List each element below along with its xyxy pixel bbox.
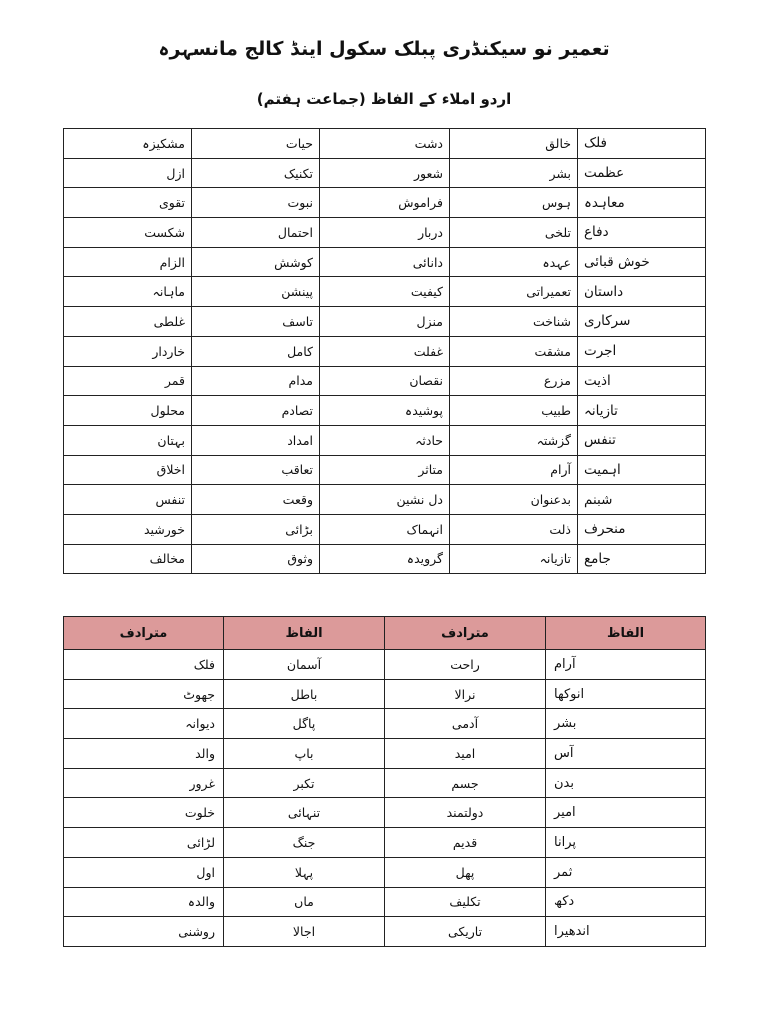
- page-title: تعمیر نو سیکنڈری پبلک سکول اینڈ کالج مانسہرہ: [158, 38, 610, 60]
- table-cell: مزرع: [450, 366, 578, 396]
- table-cell: تازیانہ: [578, 396, 706, 426]
- table-row: [64, 188, 706, 218]
- table-cell: خلوت: [64, 798, 224, 828]
- table-row: [64, 158, 706, 188]
- table-cell: کیفیت: [320, 277, 450, 307]
- table-row: [64, 917, 706, 947]
- table-cell: ماں: [224, 887, 385, 917]
- table-row: [64, 544, 706, 574]
- table-cell: معاہدہ: [578, 188, 706, 218]
- table-cell: مدام: [192, 366, 320, 396]
- table-cell: بشر: [546, 709, 706, 739]
- table-cell: پوشیدہ: [320, 396, 450, 426]
- table-cell: مشکیزہ: [64, 129, 192, 159]
- table-cell: منزل: [320, 307, 450, 337]
- table-cell: پینشن: [192, 277, 320, 307]
- table-cell: غفلت: [320, 336, 450, 366]
- table-row: [64, 739, 706, 769]
- table-cell: تعاقب: [192, 455, 320, 485]
- table-cell: تکبر: [224, 768, 385, 798]
- table-cell: سرکاری: [578, 307, 706, 337]
- table-cell: باپ: [224, 739, 385, 769]
- table-cell: منحرف: [578, 514, 706, 544]
- table-cell: پھل: [385, 857, 546, 887]
- table-cell: انہماک: [320, 514, 450, 544]
- table-cell: بشر: [450, 158, 578, 188]
- table-cell: نرالا: [385, 679, 546, 709]
- table-row: [64, 455, 706, 485]
- table-cell: ازل: [64, 158, 192, 188]
- table-cell: کوشش: [192, 247, 320, 277]
- column-header: مترادف: [385, 617, 546, 650]
- table-cell: طبیب: [450, 396, 578, 426]
- table-cell: غرور: [64, 768, 224, 798]
- table-row: [64, 485, 706, 515]
- table-cell: راحت: [385, 650, 546, 680]
- table-cell: بدن: [546, 768, 706, 798]
- table-cell: جامع: [578, 544, 706, 574]
- table-cell: دل نشین: [320, 485, 450, 515]
- table-cell: تکلیف: [385, 887, 546, 917]
- table-cell: مخالف: [64, 544, 192, 574]
- table-row: [64, 768, 706, 798]
- table-cell: عظمت: [578, 158, 706, 188]
- table-cell: تنفس: [578, 425, 706, 455]
- table-cell: متاثر: [320, 455, 450, 485]
- synonyms-header-row: [64, 617, 706, 650]
- table-cell: حادثہ: [320, 425, 450, 455]
- table-cell: داستان: [578, 277, 706, 307]
- table-cell: اجالا: [224, 917, 385, 947]
- table-cell: دشت: [320, 129, 450, 159]
- table-cell: بہتان: [64, 425, 192, 455]
- table-cell: آرام: [450, 455, 578, 485]
- table-cell: دیوانہ: [64, 709, 224, 739]
- table-cell: امداد: [192, 425, 320, 455]
- table-cell: ثمر: [546, 857, 706, 887]
- table-cell: اذیت: [578, 366, 706, 396]
- table-cell: مشقت: [450, 336, 578, 366]
- table-cell: وثوق: [192, 544, 320, 574]
- table-cell: پہلا: [224, 857, 385, 887]
- table-cell: تاریکی: [385, 917, 546, 947]
- column-header: الفاظ: [224, 617, 385, 650]
- table-row: [64, 247, 706, 277]
- table-cell: حیات: [192, 129, 320, 159]
- table-row: [64, 650, 706, 680]
- table-cell: تنفس: [64, 485, 192, 515]
- table-cell: پاگل: [224, 709, 385, 739]
- table-cell: اجرت: [578, 336, 706, 366]
- table-cell: گزشتہ: [450, 425, 578, 455]
- table-cell: بڑائی: [192, 514, 320, 544]
- table-cell: تعمیراتی: [450, 277, 578, 307]
- table-cell: اہمیت: [578, 455, 706, 485]
- table-row: [64, 857, 706, 887]
- table-cell: گرویدہ: [320, 544, 450, 574]
- table-cell: محلول: [64, 396, 192, 426]
- table-cell: غلطی: [64, 307, 192, 337]
- table-cell: جھوٹ: [64, 679, 224, 709]
- table-cell: آرام: [546, 650, 706, 680]
- table-cell: دکھ: [546, 887, 706, 917]
- table-cell: انوکھا: [546, 679, 706, 709]
- table-cell: احتمال: [192, 218, 320, 248]
- table-cell: جنگ: [224, 828, 385, 858]
- table-cell: دفاع: [578, 218, 706, 248]
- table-cell: تنہائی: [224, 798, 385, 828]
- table-cell: شبنم: [578, 485, 706, 515]
- table-cell: نقصان: [320, 366, 450, 396]
- table-cell: بدعنوان: [450, 485, 578, 515]
- table-cell: قمر: [64, 366, 192, 396]
- table-row: [64, 336, 706, 366]
- table-cell: آدمی: [385, 709, 546, 739]
- table-cell: فراموش: [320, 188, 450, 218]
- table-row: [64, 828, 706, 858]
- table-row: [64, 129, 706, 159]
- table-cell: شناخت: [450, 307, 578, 337]
- table-row: [64, 307, 706, 337]
- table-cell: والدہ: [64, 887, 224, 917]
- table-cell: تقوی: [64, 188, 192, 218]
- page-subtitle: اردو املاء کے الفاظ (جماعت ہفتم): [256, 90, 512, 108]
- table-cell: اخلاق: [64, 455, 192, 485]
- table-cell: خالق: [450, 129, 578, 159]
- table-cell: نبوت: [192, 188, 320, 218]
- table-cell: امیر: [546, 798, 706, 828]
- table-cell: اول: [64, 857, 224, 887]
- synonyms-table: [63, 616, 706, 947]
- table-row: [64, 396, 706, 426]
- column-header: الفاظ: [546, 617, 706, 650]
- table-cell: فلک: [64, 650, 224, 680]
- table-cell: اندھیرا: [546, 917, 706, 947]
- table-cell: شعور: [320, 158, 450, 188]
- table-cell: دربار: [320, 218, 450, 248]
- table-cell: دانائی: [320, 247, 450, 277]
- table-cell: آس: [546, 739, 706, 769]
- table-cell: والد: [64, 739, 224, 769]
- table-cell: شکست: [64, 218, 192, 248]
- table-row: [64, 887, 706, 917]
- table-cell: پرانا: [546, 828, 706, 858]
- table-cell: خوش قبائی: [578, 247, 706, 277]
- table-cell: عہدہ: [450, 247, 578, 277]
- table-cell: لڑائی: [64, 828, 224, 858]
- table-cell: فلک: [578, 129, 706, 159]
- spelling-words-table: [63, 128, 706, 574]
- table-cell: باطل: [224, 679, 385, 709]
- table-cell: وقعت: [192, 485, 320, 515]
- table-cell: خورشید: [64, 514, 192, 544]
- table-cell: ذلت: [450, 514, 578, 544]
- table-row: [64, 679, 706, 709]
- table-cell: تازیانہ: [450, 544, 578, 574]
- table-cell: دولتمند: [385, 798, 546, 828]
- table-cell: ماہانہ: [64, 277, 192, 307]
- table-cell: قدیم: [385, 828, 546, 858]
- table-cell: تصادم: [192, 396, 320, 426]
- table-row: [64, 366, 706, 396]
- table-cell: الزام: [64, 247, 192, 277]
- table-cell: جسم: [385, 768, 546, 798]
- table-cell: تکنیک: [192, 158, 320, 188]
- table-cell: تاسف: [192, 307, 320, 337]
- table-row: [64, 514, 706, 544]
- table-cell: روشنی: [64, 917, 224, 947]
- table-cell: آسمان: [224, 650, 385, 680]
- table-cell: امید: [385, 739, 546, 769]
- table-row: [64, 277, 706, 307]
- table-cell: ہوس: [450, 188, 578, 218]
- table-row: [64, 709, 706, 739]
- table-cell: خاردار: [64, 336, 192, 366]
- table-cell: کامل: [192, 336, 320, 366]
- table-row: [64, 218, 706, 248]
- table-cell: تلخی: [450, 218, 578, 248]
- table-row: [64, 798, 706, 828]
- column-header: مترادف: [64, 617, 224, 650]
- table-row: [64, 425, 706, 455]
